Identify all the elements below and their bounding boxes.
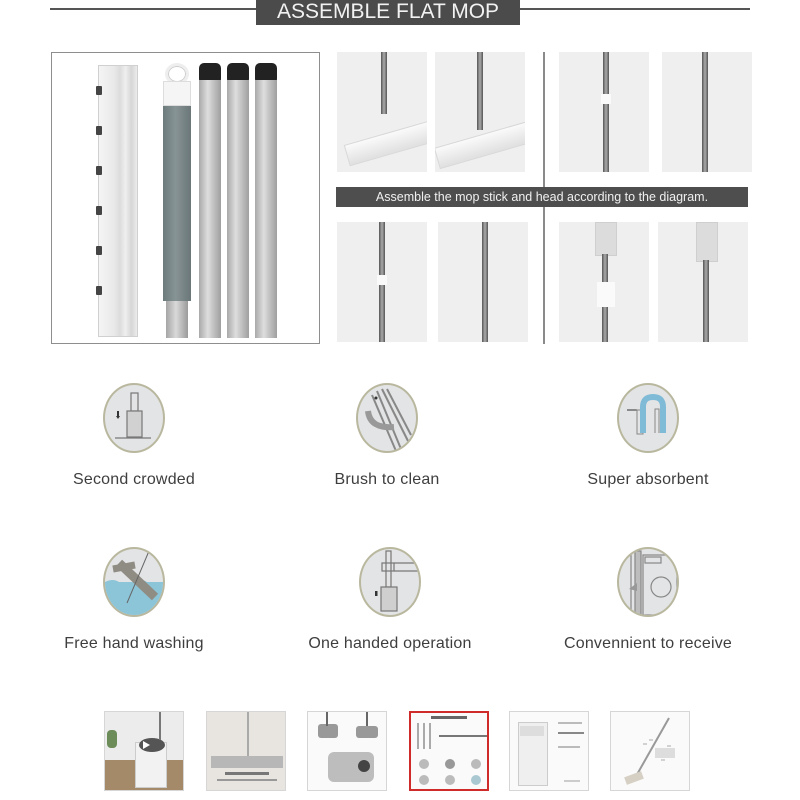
step-photo-1 (337, 52, 427, 172)
sleeve (696, 222, 718, 262)
feature-label: Brush to clean (334, 471, 440, 488)
feature-label: Free hand washing (64, 635, 204, 652)
stick (702, 52, 708, 172)
callout (558, 746, 580, 748)
sleeve (595, 222, 617, 256)
feature-label: One handed operation (308, 635, 472, 652)
callout (558, 722, 582, 724)
parts-panel (51, 52, 320, 344)
step-photo-7 (559, 222, 649, 342)
page-title: ASSEMBLE FLAT MOP (256, 0, 520, 25)
mop-head-bar (98, 65, 138, 337)
stick (703, 260, 709, 342)
clip (96, 206, 102, 215)
thumbnail-5[interactable] (509, 711, 589, 791)
mop-handle (163, 63, 191, 338)
thumbnail-3[interactable] (307, 711, 387, 791)
stick (482, 222, 488, 342)
feature-label: Convennient to receive (563, 635, 733, 652)
mini-icon (419, 759, 429, 769)
absorb-icon (617, 383, 679, 453)
one-hand-icon (359, 547, 421, 617)
gap (601, 94, 611, 104)
clip (96, 286, 102, 295)
feature-super-absorbent (538, 383, 758, 489)
pole-cap (255, 63, 277, 81)
step-photo-4 (662, 52, 752, 172)
caption-line (217, 779, 277, 781)
clip (96, 86, 102, 95)
thumbnail-2[interactable] (206, 711, 286, 791)
instruction-banner: Assemble the mop stick and head according to the diagram. (336, 187, 748, 207)
pole-body (227, 80, 249, 338)
feature-brush-to-clean (277, 383, 497, 489)
bucket-top (520, 726, 544, 736)
feature-free-hand-washing (24, 547, 244, 653)
gap (597, 282, 615, 307)
pole-body (199, 80, 221, 338)
thumbnail-1[interactable] (104, 711, 184, 791)
handle-grip (163, 106, 191, 301)
feature-convenient-to-receive (538, 547, 758, 653)
thumbnail-6[interactable] (610, 711, 690, 791)
mini-icon (471, 775, 481, 785)
pole-body (255, 80, 277, 338)
play-icon (143, 741, 150, 749)
callout (564, 780, 580, 782)
pole-section (255, 63, 277, 338)
mini-banner (439, 735, 487, 737)
wheel (358, 760, 370, 772)
mini-title (431, 716, 467, 719)
mop-head (344, 120, 427, 167)
clip (96, 126, 102, 135)
mini-icon (445, 775, 455, 785)
gap (377, 275, 387, 285)
brush-icon (356, 383, 418, 453)
clip (96, 246, 102, 255)
pole-cap (199, 63, 221, 81)
stick (381, 52, 387, 114)
mop-pad (318, 724, 338, 738)
step-photo-3 (559, 52, 649, 172)
mop-pad (356, 726, 378, 738)
mini-icon (445, 759, 455, 769)
stick (603, 52, 609, 172)
pole-section (199, 63, 221, 338)
step-photo-6 (438, 222, 528, 342)
clip (96, 166, 102, 175)
step-photo-5 (337, 222, 427, 342)
pole-cap (227, 63, 249, 81)
mop-head (211, 756, 283, 768)
handle-tube (166, 301, 188, 338)
plant (107, 730, 117, 748)
stick (366, 712, 368, 726)
callout (558, 732, 584, 734)
feature-label: Second crowded (73, 471, 195, 488)
caption-line (225, 772, 269, 775)
pole-section (227, 63, 249, 338)
feature-second-crowded (24, 383, 244, 489)
thumbnail-4-active[interactable] (409, 711, 489, 791)
handle-collar (163, 81, 191, 106)
stick (247, 712, 249, 756)
stick (159, 712, 161, 740)
hand-washing-icon (103, 547, 165, 617)
stick (477, 52, 483, 130)
feature-one-handed-operation (280, 547, 500, 653)
step-photo-2 (435, 52, 525, 172)
mini-pole (417, 723, 419, 749)
mini-icon (471, 759, 481, 769)
mini-icon (419, 775, 429, 785)
step-photo-8 (658, 222, 748, 342)
mini-pole (423, 723, 425, 749)
feature-label: Super absorbent (587, 471, 709, 488)
stick (326, 712, 328, 726)
mini-pole (429, 723, 431, 749)
squeeze-icon (103, 383, 165, 453)
storage-icon (617, 547, 679, 617)
